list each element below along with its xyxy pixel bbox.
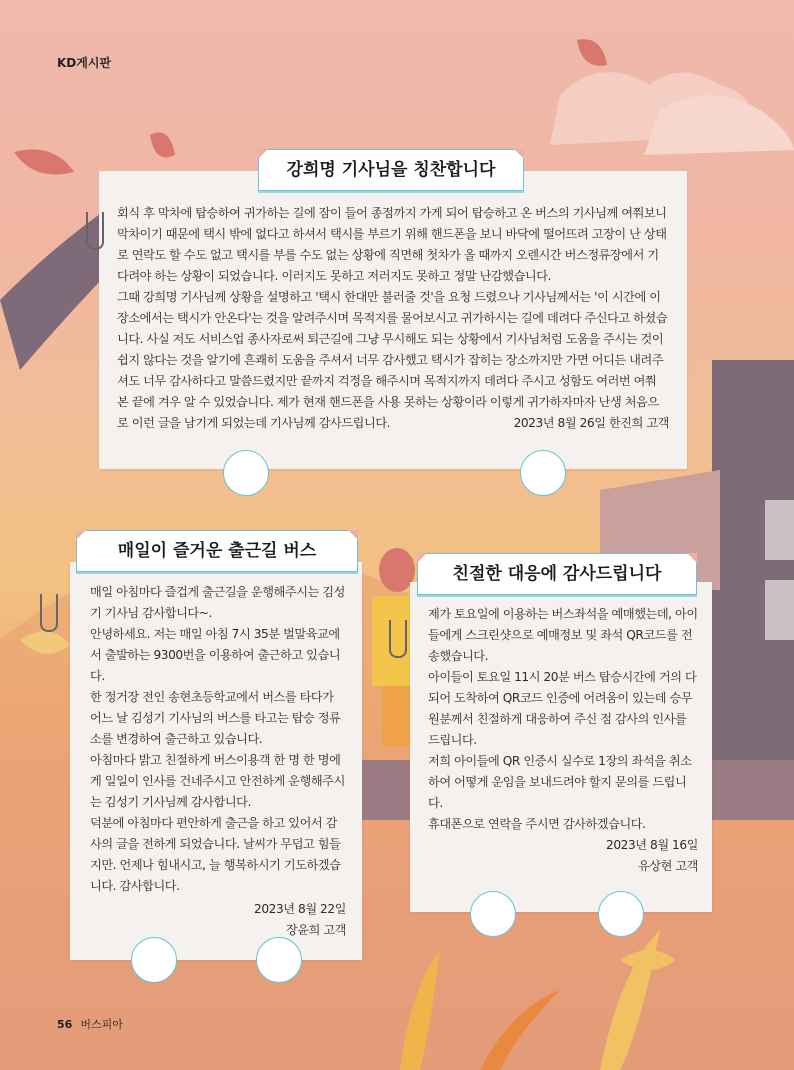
building-window [765, 500, 794, 560]
paragraph: 휴대폰으로 연락을 주시면 감사하겠습니다. [428, 817, 646, 831]
building [712, 360, 794, 780]
praise-card-1 [99, 171, 687, 469]
binder-ring [223, 450, 269, 496]
paragraph: 안녕하세요. 저는 매일 아침 7시 35분 벌말육교에서 출발하는 9300번을 이용하여 출근하고 있습니다. [90, 627, 341, 683]
card-body [428, 604, 698, 877]
paragraph: 한 정거장 전인 송현초등학교에서 버스를 타다가 어느 날 김성기 기사님의 버스를 타고는 탑승 정류소를 변경하여 출근하고 있습니다. [90, 690, 341, 746]
binder-ring [256, 937, 302, 983]
card-title: 친절한 대응에 감사드립니다 [417, 553, 697, 595]
praise-card-2 [70, 562, 362, 960]
building-window [765, 580, 794, 640]
binder-ring [470, 891, 516, 937]
signature-author: 유상현 고객 [637, 859, 698, 873]
paper-clip-icon [86, 212, 104, 250]
card-title: 강희명 기사님을 칭찬합니다 [258, 149, 524, 191]
binder-ring [598, 891, 644, 937]
paragraph: 그때 강희명 기사님께 상황을 설명하고 '택시 한대만 불러줄 것'을 요청 드렸으나 기사님께서는 '이 시간에 이 장소에서는 택시가 안온다'는 것을 알려주시며 목적지를 물어보시고 귀가하시는 길에 데려다 주신다고 하셨습니다. 사실 저도 서비스업 종사자로써 퇴근길에 그냥 무시해도 되는 상황에서 기사님처럼 도움을 주시는 것이 쉽지 않다는 것을 알기에 흔쾌히 도움을 주셔서 너무 감사했고 택시가 잡히는 장소까지만 가면 어디든 내려주셔도 너무 감사하다고 말씀드렸지만 끝까지 걱정을 해주시며 목적지까지 데려다 주시고 성함도 여러번 여쭤 본 끝에 겨우 알 수 있었습니다. 제가 현재 핸드폰을 사용 못하는 상황이라 이렇게 귀가하자마자 난생 처음으로 이런 글을 남기게 되었는데 기사님께 감사드립니다. [117, 290, 668, 430]
page-footer [57, 1016, 123, 1032]
magazine-name: 버스피아 [80, 1018, 123, 1031]
paper-clip-icon [40, 594, 58, 632]
paragraph: 덕분에 아침마다 편안하게 출근을 하고 있어서 감사의 글을 전하게 되었습니다. 날씨가 무덥고 힘들지만. 언제나 힘내시고, 늘 행복하시기 기도하겠습니다. 감사합니다. [90, 816, 341, 893]
paragraph: 아이들이 토요일 11시 20분 버스 탑승시간에 거의 다 되어 도착하여 QR코드 인증에 어려움이 있는데 승무원분께서 친절하게 대응하여 주신 점 감사의 인사를 드립니다. [428, 670, 697, 747]
paragraph: 저희 아이들에 QR 인증시 실수로 1장의 좌석을 취소하여 어떻게 운임을 보내드려야 할지 문의를 드립니다. [428, 754, 692, 810]
card-body [117, 203, 669, 434]
binder-ring [131, 937, 177, 983]
paper-clip-icon [389, 620, 407, 658]
section-tag: KD게시판 [57, 56, 112, 70]
paragraph: 회식 후 막차에 탑승하여 귀가하는 길에 잠이 들어 종점까지 가게 되어 탑승하고 온 버스의 기사님께 여쭤보니 막차이기 때문에 택시 밖에 없다고 하셔서 택시를 부르기 위해 핸드폰을 보니 바닥에 떨어뜨려 고장이 난 상태로 연락도 할 수도 없고 택시를 부를 수도 없는 상황에 직면해 첫차가 올 때까지 오렌시간 버스정류장에서 기다려야 하는 상황이 되었습니다. 이러지도 못하고 저러지도 못하고 정말 난감했습니다. [117, 206, 667, 283]
signature-date: 2023년 8월 16일 [606, 838, 698, 852]
binder-ring [520, 450, 566, 496]
card-title: 매일이 즐거운 출근길 버스 [76, 530, 358, 572]
signature-date: 2023년 8월 22일 [254, 902, 346, 916]
praise-card-3 [410, 582, 712, 912]
signature-author: 장윤희 고객 [285, 923, 346, 937]
paragraph: 제가 토요일에 이용하는 버스좌석을 예매했는데, 아이들에게 스크린샷으로 예매정보 및 좌석 QR코드를 전송했습니다. [428, 607, 698, 663]
leaf-shape [14, 150, 74, 175]
leaf-shape [150, 133, 175, 158]
paragraph: 아침마다 밝고 친절하게 버스이용객 한 명 한 명에게 일일이 인사를 건네주시고 안전하게 운행해주시는 김성기 기사님께 감사합니다. [90, 753, 345, 809]
leaf-shape [577, 39, 607, 65]
paragraph: 매일 아침마다 즐겁게 출근길을 운행해주시는 김성기 기사님 감사합니다~. [90, 585, 345, 620]
card-body [90, 582, 346, 941]
page-number: 56 [57, 1018, 73, 1031]
signature: 2023년 8월 26일 한진희 고객 [513, 416, 669, 430]
